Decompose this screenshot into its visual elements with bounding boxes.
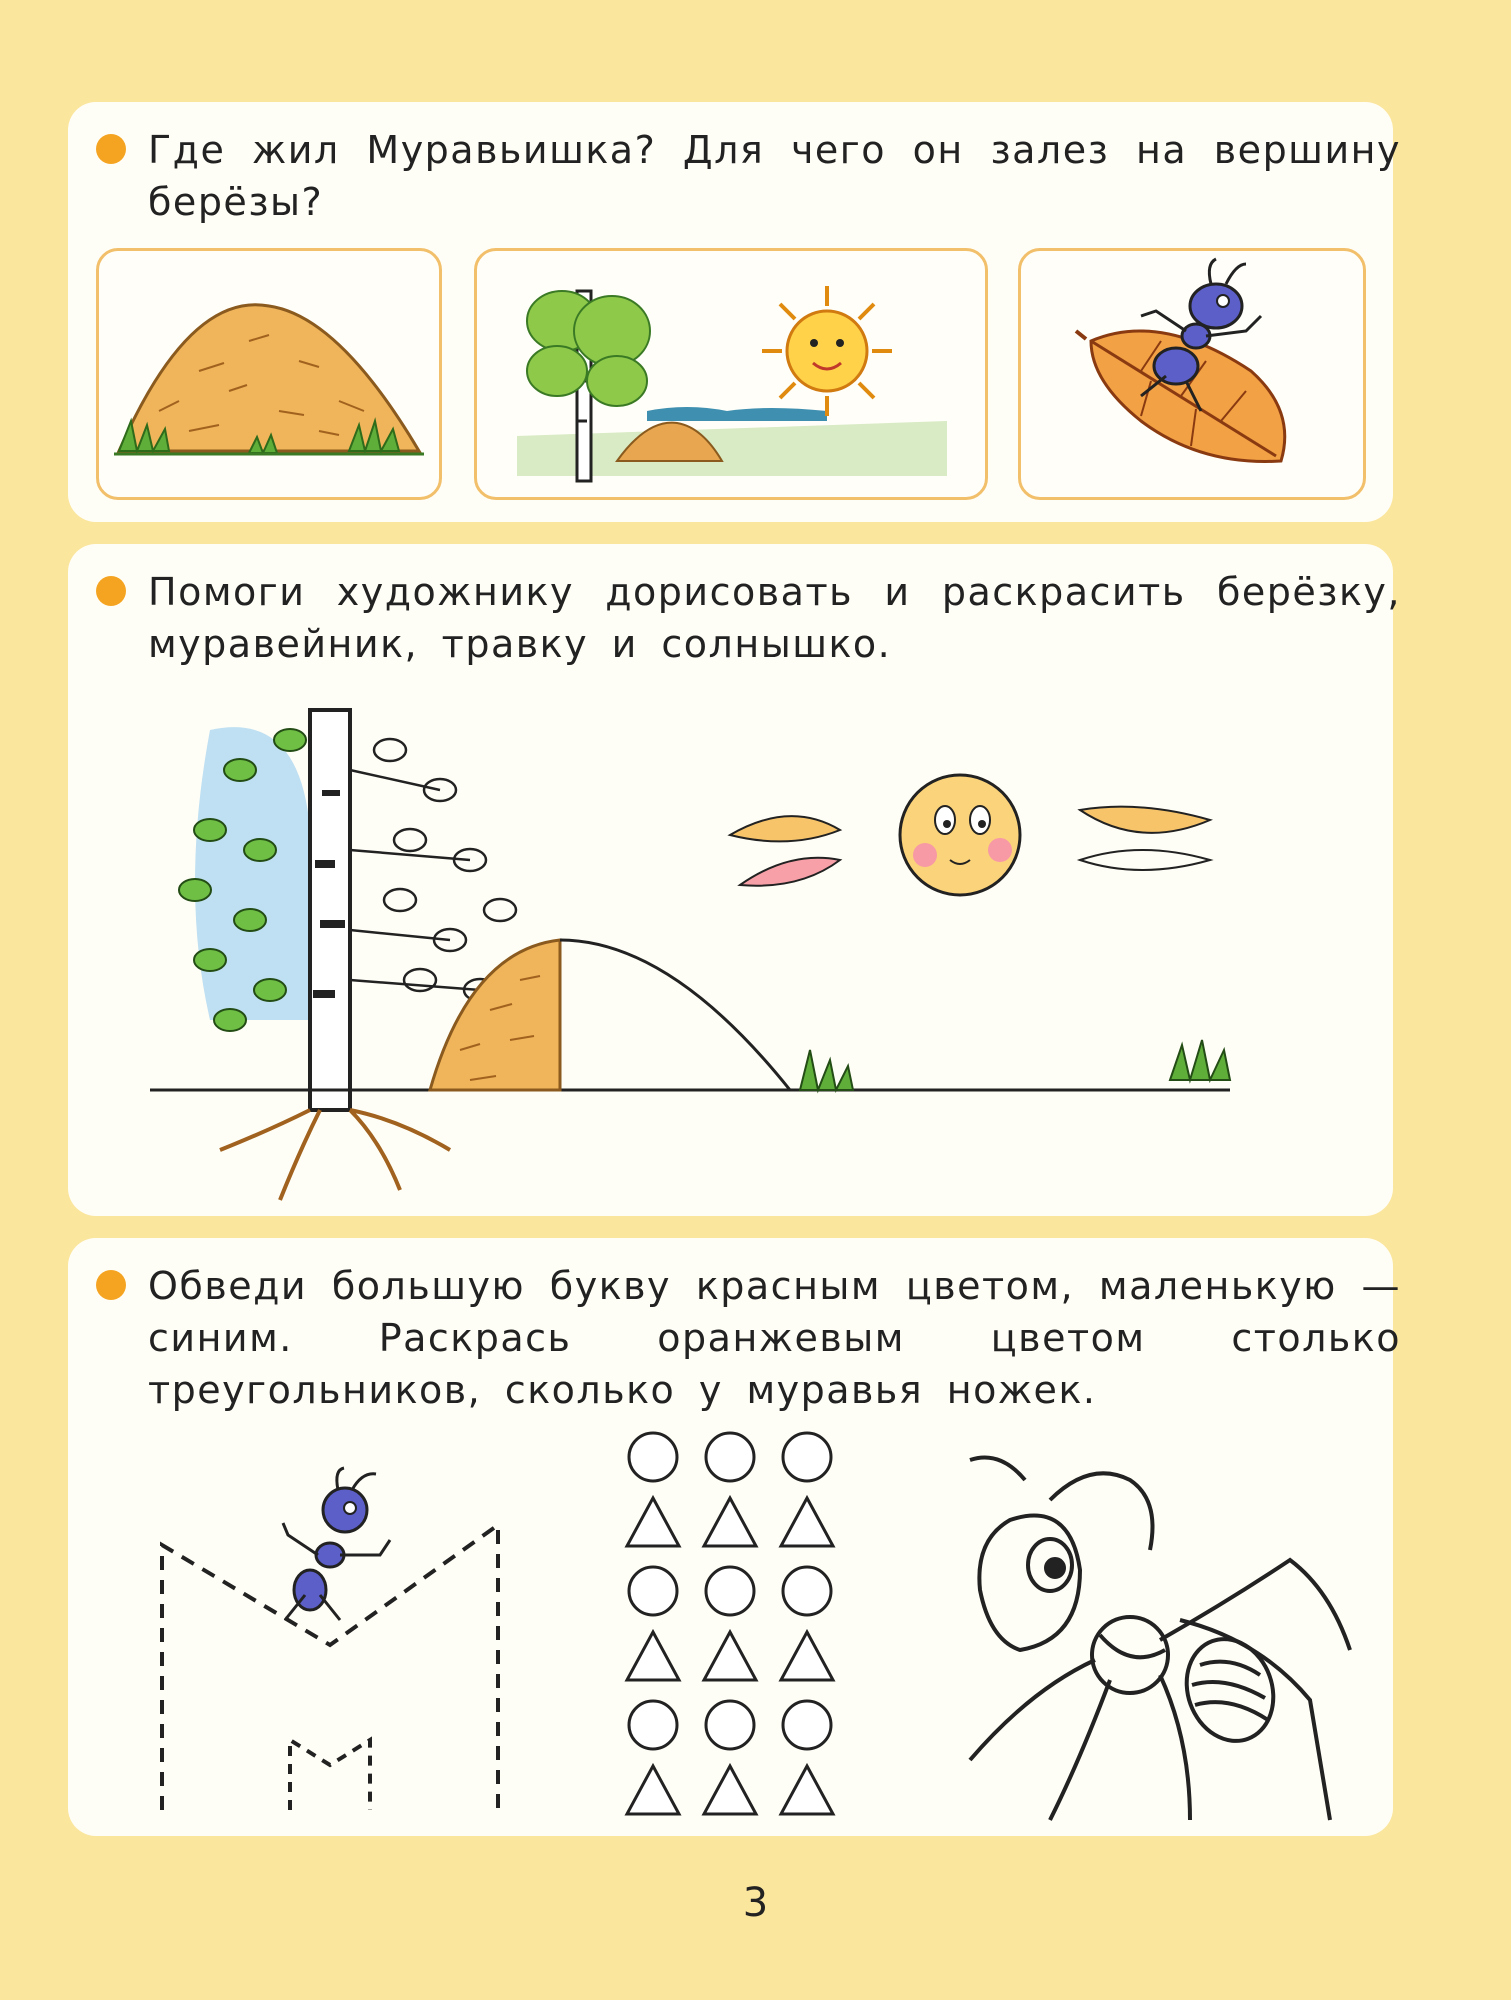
anthill-half-colored-icon (430, 940, 790, 1090)
page-number: 3 (742, 1880, 769, 1926)
ant-on-letter-icon (283, 1468, 390, 1620)
triangle-row (627, 1498, 833, 1546)
circle-row (629, 1433, 831, 1481)
triangle-row (627, 1766, 833, 1814)
task1-bullet-icon (96, 134, 126, 164)
task3-question: Обведи большую букву красным цветом, маленькую — синим. Раскрась оранжевым цветом столько треугольников, сколько у муравья ножек. (148, 1264, 1401, 1412)
task2-bullet-icon (96, 576, 126, 606)
small-letter-m-dashed (290, 1740, 370, 1810)
task3-bullet-icon (96, 1270, 126, 1300)
picture-anthill (96, 248, 442, 500)
birch-half-colored-icon (150, 710, 1230, 1200)
shapes-grid (620, 1430, 840, 1830)
triangle-row (627, 1632, 833, 1680)
sun-half-colored-icon (730, 775, 1210, 895)
ant-outline-icon (930, 1440, 1370, 1830)
drawing-scene (150, 690, 1330, 1210)
task1-question: Где жил Муравьишка? Для чего он залез на вершину берёзы? (148, 128, 1401, 224)
ant-outline-drawing (930, 1440, 1370, 1830)
letter-tracing (140, 1460, 520, 1830)
anthill-icon (99, 251, 439, 497)
circle-row (629, 1567, 831, 1615)
picture-birch-landscape (474, 248, 988, 500)
grass-icon (800, 1040, 1230, 1090)
circle-row (629, 1701, 831, 1749)
ant-on-leaf-icon (1021, 251, 1363, 497)
picture-ant-on-leaf (1018, 248, 1366, 500)
birch-landscape-icon (477, 251, 985, 497)
task2-question: Помоги художнику дорисовать и раскрасить берёзку, муравейник, травку и солнышко. (148, 570, 1401, 666)
